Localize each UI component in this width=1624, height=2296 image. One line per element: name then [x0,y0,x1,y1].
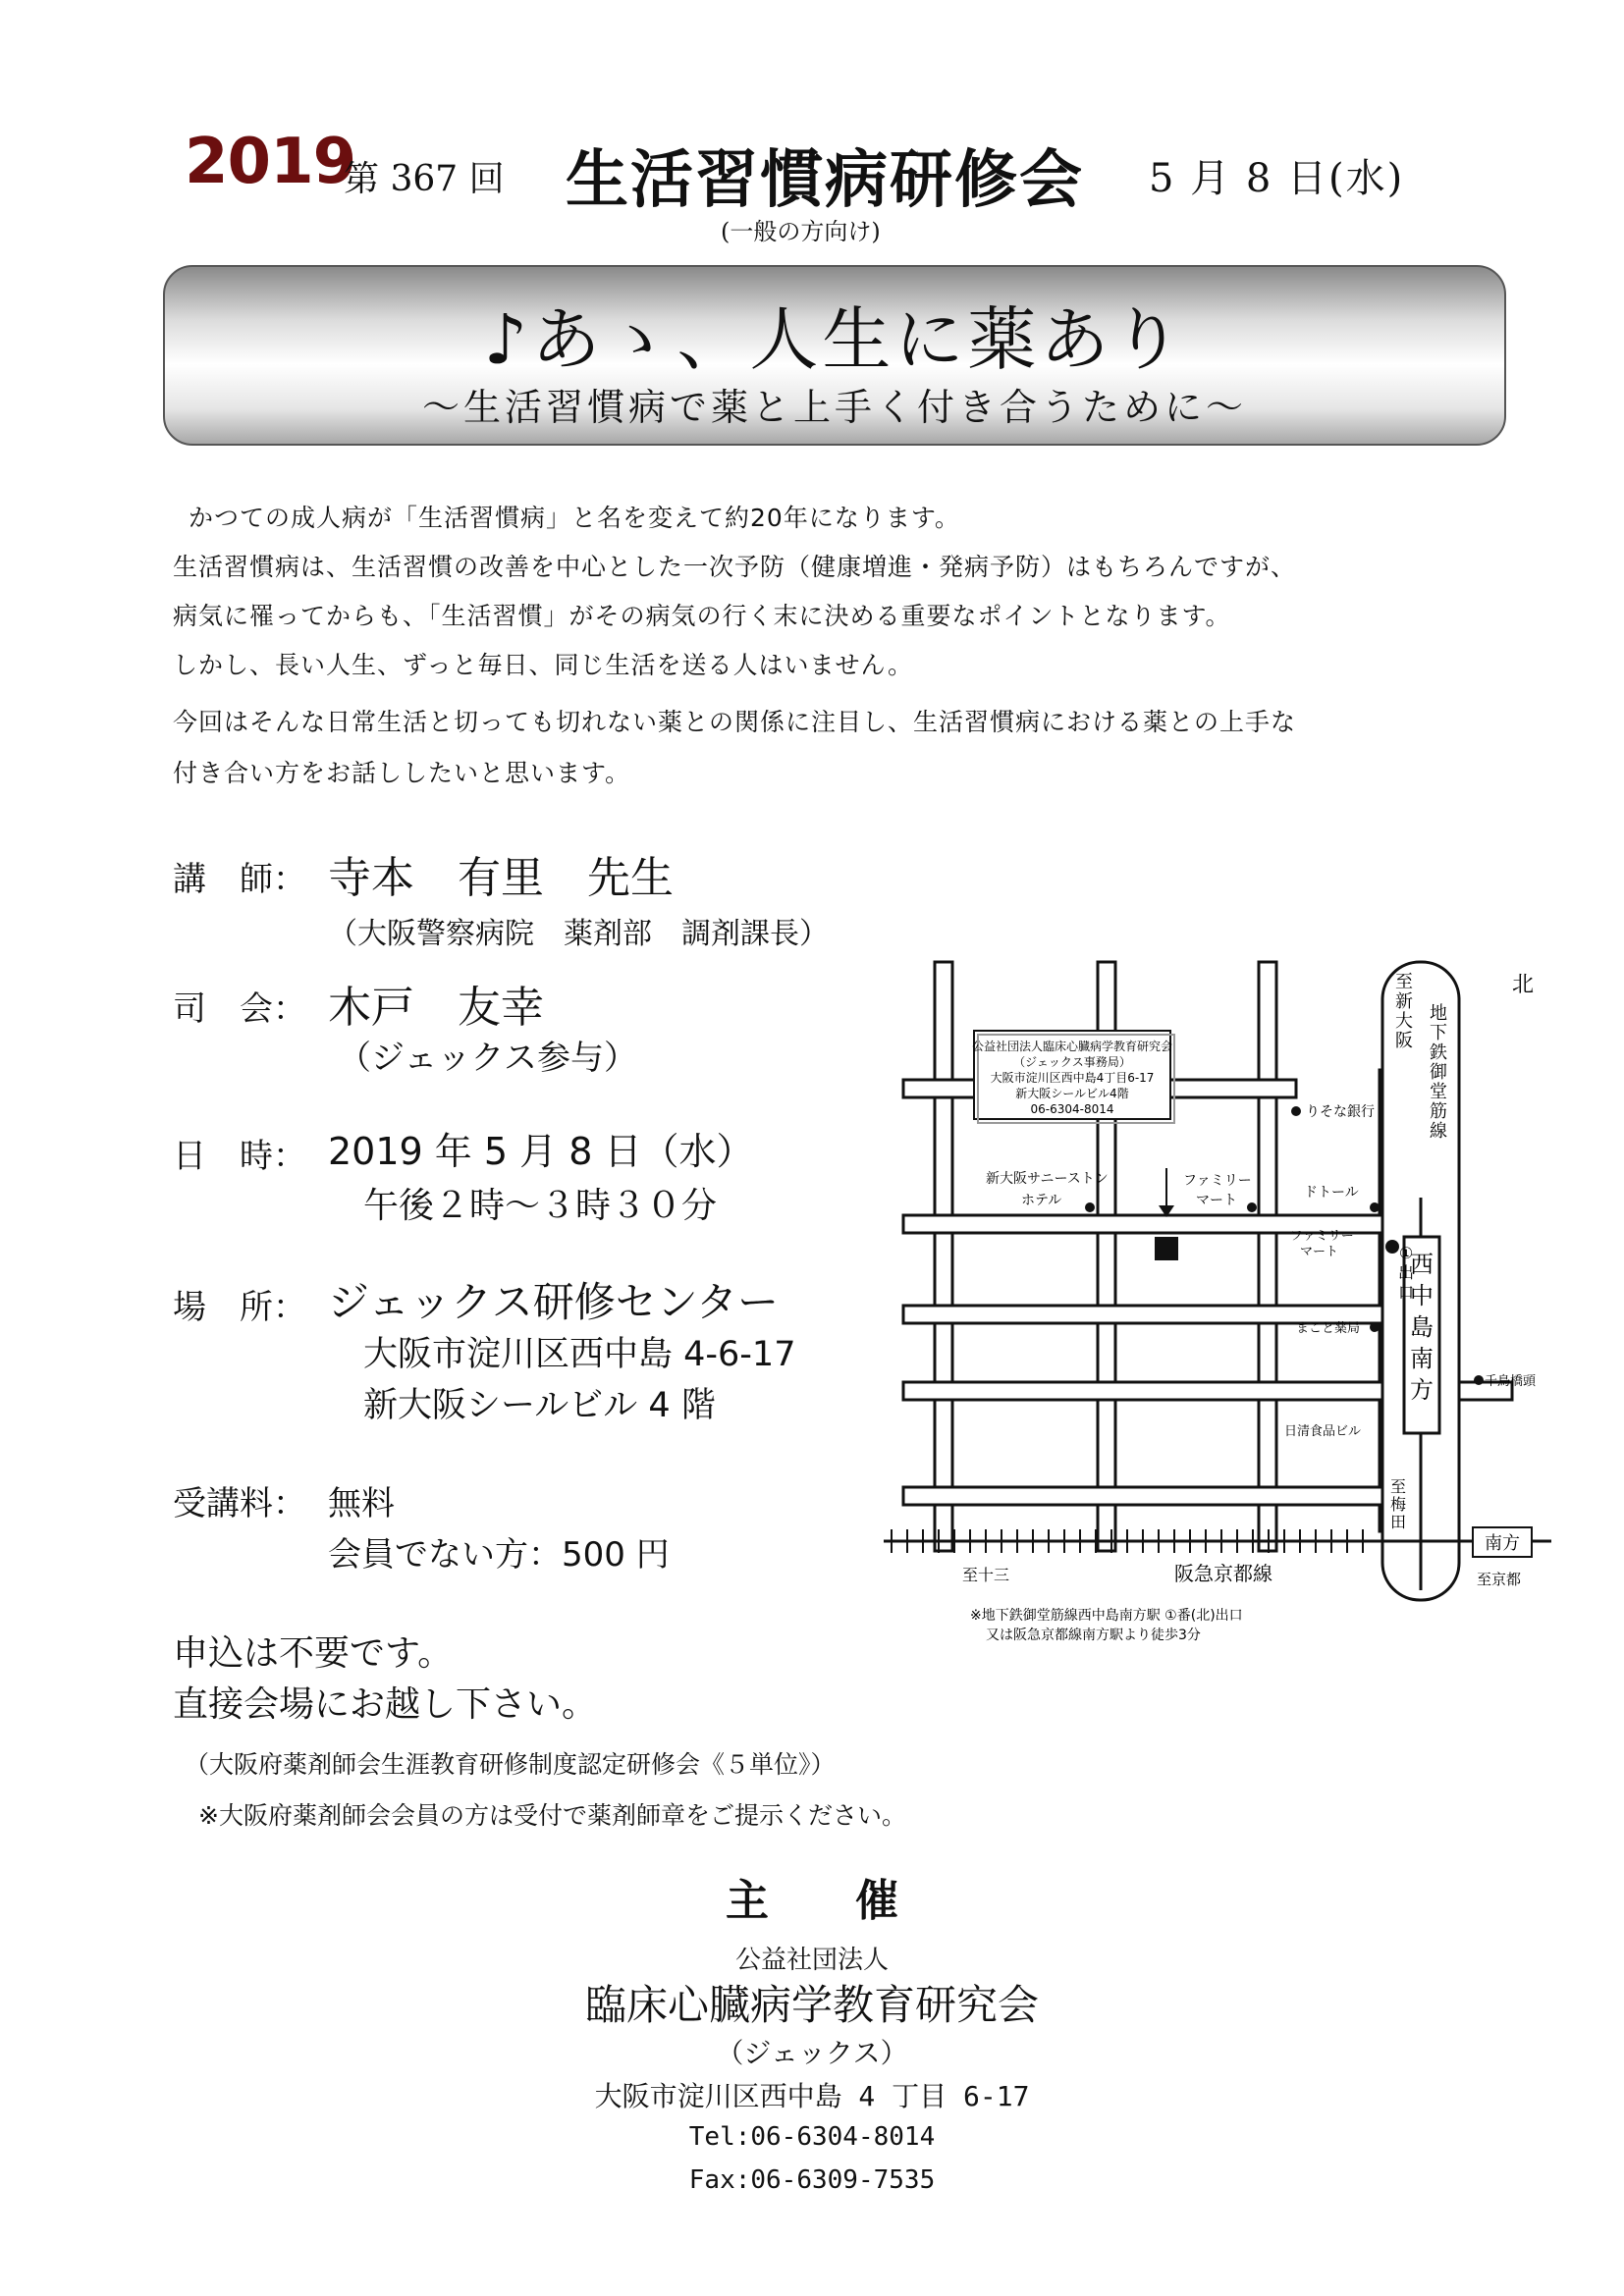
map-hotel-2: ホテル [1021,1193,1062,1208]
svg-text:中: 中 [1410,1282,1434,1309]
map-familymart1-2: マート [1196,1193,1237,1208]
event-title: 生活習慣病研修会 [566,144,1084,217]
map-doutor: ドトール [1304,1185,1359,1201]
intro-line-1: かつての成人病が「生活習慣病」と名を変えて約20年になります。 [189,504,960,532]
map-makoto: まこと薬局 [1296,1321,1361,1336]
map-minamikata: 南方 [1485,1533,1520,1554]
organizer-type: 公益社団法人 [734,1946,889,1975]
map-nissin: 日清食品ビル [1284,1424,1362,1439]
organizer-tel: Tel:06-6304-8014 [688,2122,936,2152]
svg-text:方: 方 [1410,1376,1434,1404]
svg-text:線: 線 [1430,1121,1447,1142]
map-chidori: 千鳥橋頭 [1485,1374,1537,1389]
svg-text:西: 西 [1410,1251,1434,1278]
event-year: 2019 [185,126,356,198]
intro-line-3: 病気に罹ってからも、「生活習慣」がその病気の行く末に決める重要なポイントとなります。 [173,602,1231,630]
svg-text:御: 御 [1430,1062,1447,1083]
event-datetime: 2019 年 5 月 8 日（水） [328,1130,754,1173]
map-familymart2-1: ファミリー [1290,1229,1354,1244]
apply-note-2: 直接会場にお越し下さい。 [173,1684,598,1725]
certified-note: （大阪府薬剤師会生涯教育研修制度認定研修会《５単位》） [185,1750,836,1779]
svg-text:大: 大 [1395,1011,1413,1032]
svg-text:地: 地 [1430,1003,1447,1024]
fee-value: 無料 [328,1484,395,1523]
map-familymart2-2: マート [1300,1245,1339,1259]
svg-text:堂: 堂 [1430,1082,1447,1102]
intro-line-6: 付き合い方をお話ししたいと思います。 [173,759,631,787]
place-label: 場 所： [173,1288,306,1327]
svg-text:口: 口 [1397,1283,1415,1302]
svg-text:筋: 筋 [1430,1101,1447,1122]
svg-text:出: 出 [1397,1263,1415,1282]
event-date-header: 5 月 8 日(水) [1149,156,1405,201]
venue-address-1: 大阪市淀川区西中島 4-6-17 [363,1335,796,1374]
intro-line-2: 生活習慣病は、生活習慣の改善を中心とした一次予防（健康増進・発病予防）はもちろんですが、 [173,553,1297,581]
map-resona: りそな銀行 [1306,1104,1375,1120]
map-to-juso: 至十三 [962,1566,1010,1584]
venue-address-2: 新大阪シールビル 4 階 [363,1386,716,1425]
map-to-kyoto: 至京都 [1477,1571,1522,1588]
map-hankyu: 阪急京都線 [1174,1562,1272,1585]
datetime-label: 日 時： [173,1137,306,1176]
moderator-label: 司 会： [173,989,306,1029]
svg-text:島: 島 [1410,1313,1434,1341]
intro-line-4: しかし、長い人生、ずっと毎日、同じ生活を送る人はいません。 [173,651,914,679]
access-map [884,942,1591,1669]
map-office-line4: 新大阪シールビル4階 [1015,1087,1129,1100]
moderator-affiliation: （ジェックス参与） [338,1039,637,1078]
map-north: 北 [1512,973,1535,997]
svg-text:至: 至 [1389,1477,1407,1496]
map-familymart1-1: ファミリー [1183,1173,1252,1189]
lecturer-label: 講 師： [173,860,306,899]
map-office-line2: （ジェックス事務局） [1013,1055,1131,1069]
map-office-line1: 公益社団法人臨床心臓病学教育研究会 [971,1040,1173,1053]
fee-nonmember: 会員でない方：500 円 [328,1535,670,1575]
svg-text:下: 下 [1430,1023,1447,1043]
lecturer-name: 寺本 有里 先生 [328,853,674,903]
event-time: 午後２時～３時３０分 [363,1186,718,1226]
organizer-address: 大阪市淀川区西中島 4 丁目 6-17 [594,2080,1030,2112]
apply-note-1: 申込は不要です。 [173,1633,454,1674]
fee-label: 受講料： [173,1484,306,1523]
organizer-heading: 主 催 [726,1876,898,1926]
map-hotel-1: 新大阪サニーストン [986,1171,1109,1187]
svg-text:新: 新 [1395,991,1413,1012]
svg-text:阪: 阪 [1395,1031,1413,1051]
pharmacist-note: ※大阪府薬剤師会会員の方は受付で薬剤師章をご提示ください。 [198,1801,906,1830]
map-office-line5: 06-6304-8014 [1030,1102,1114,1116]
map-access-note2: 又は阪急京都線南方駅より徒歩3分 [986,1628,1201,1643]
svg-text:梅: 梅 [1389,1495,1407,1514]
svg-text:①: ① [1398,1244,1414,1262]
svg-text:田: 田 [1389,1513,1407,1531]
venue-marker [1155,1237,1178,1260]
audience-note: (一般の方向け) [721,218,881,245]
svg-text:南: 南 [1410,1345,1434,1372]
organizer-fax: Fax:06-6309-7535 [688,2165,936,2195]
svg-text:鉄: 鉄 [1430,1042,1447,1063]
venue-name: ジェックス研修センター [328,1278,780,1326]
svg-text:至: 至 [1395,972,1413,992]
map-access-note1: ※地下鉄御堂筋線西中島南方駅 ①番(北)出口 [970,1608,1243,1624]
theme-subtitle: ～生活習慣病で薬と上手く付き合うために～ [421,386,1247,429]
intro-line-5: 今回はそんな日常生活と切っても切れない薬との関係に注目し、生活習慣病における薬との上手な [173,708,1297,736]
theme-banner [163,265,1506,446]
lecturer-affiliation: （大阪警察病院 薬剤部 調剤課長） [328,917,829,951]
event-round: 第 367 回 [344,159,505,199]
organizer-short: （ジェックス） [716,2037,908,2069]
map-office-line3: 大阪市淀川区西中島4丁目6-17 [990,1071,1155,1085]
organizer-name: 臨床心臓病学教育研究会 [584,1981,1039,2029]
moderator-name: 木戸 友幸 [328,983,544,1033]
theme-title: ♪あゝ、人生に薬あり [483,299,1186,380]
